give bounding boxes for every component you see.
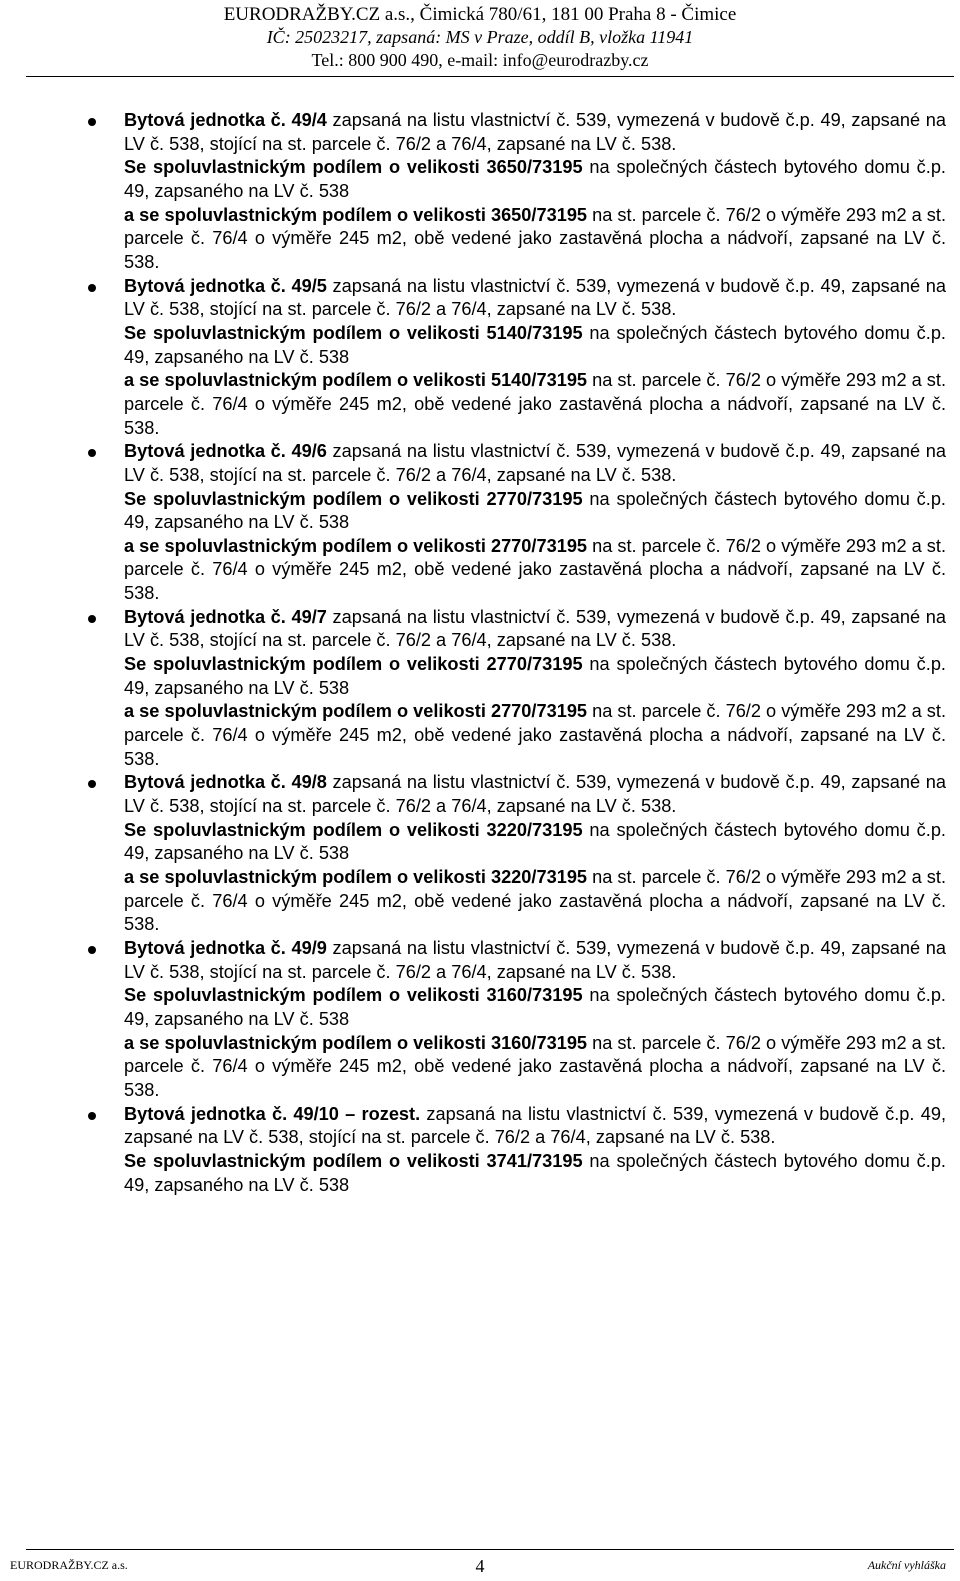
common-share-detail: na společných částech bytového domu č.p. 49, zapsaného na LV č. 538 xyxy=(124,985,946,1029)
unit-number: 49/10 – rozest. xyxy=(293,1103,421,1124)
unit-label: Bytová jednotka č. xyxy=(124,110,286,130)
common-share: Se spoluvlastnickým podílem o velikosti 2770/73195 xyxy=(124,488,583,509)
land-share: a se spoluvlastnickým podílem o velikosti 3650/73195 xyxy=(124,204,588,225)
bullet-icon xyxy=(88,284,96,292)
unit-list-item xyxy=(0,606,960,772)
letterhead-registration: IČ: 25023217, zapsaná: MS v Praze, oddíl B, vložka 11941 xyxy=(266,27,694,47)
common-share: Se spoluvlastnickým podílem o velikosti 3741/73195 xyxy=(124,1150,583,1171)
common-share: Se spoluvlastnickým podílem o velikosti 3220/73195 xyxy=(124,819,583,840)
unit-label: Bytová jednotka č. xyxy=(124,441,286,462)
common-share: Se spoluvlastnickým podílem o velikosti 2770/73195 xyxy=(124,654,583,675)
unit-number: 49/8 xyxy=(291,772,327,793)
land-share-detail: na st. parcele č. 76/2 o výměře 293 m2 a st. parcele č. 76/4 o výměře 245 m2, obě vedené jako zastavěná plocha a nádvoří, zapsané na LV č. 538. xyxy=(124,1032,947,1100)
common-share-detail: na společných částech bytového domu č.p. 49, zapsaného na LV č. 538 xyxy=(124,819,946,864)
bullet-icon xyxy=(88,118,96,126)
unit-label: Bytová jednotka č. xyxy=(124,606,286,627)
land-share-detail: na st. parcele č. 76/2 o výměře 293 m2 a st. parcele č. 76/4 o výměře 245 m2, obě vedené jako zastavěná plocha a nádvoří, zapsané na LV č. 538. xyxy=(124,204,947,272)
letterhead xyxy=(0,0,960,72)
bullet-icon xyxy=(88,780,96,788)
unit-list xyxy=(0,109,960,1197)
unit-description: zapsaná na listu vlastnictví č. 539, vymezená v budově č.p. 49, zapsané na LV č. 538, stojící na st. parcele č. 76/2 a 76/4, zapsané na LV č. 538. xyxy=(124,937,946,982)
land-share-detail: na st. parcele č. 76/2 o výměře 293 m2 a st. parcele č. 76/4 o výměře 245 m2, obě vedené jako zastavěná plocha a nádvoří, zapsané na LV č. 538. xyxy=(124,535,947,604)
unit-label: Bytová jednotka č. xyxy=(124,937,286,958)
bullet-icon xyxy=(88,615,96,623)
footer-document-title: Aukční vyhláška xyxy=(867,1558,946,1572)
common-share-detail: na společných částech bytového domu č.p. 49, zapsaného na LV č. 538 xyxy=(124,488,946,533)
unit-number: 49/5 xyxy=(291,275,327,296)
unit-list-item xyxy=(0,1103,960,1198)
common-share: Se spoluvlastnickým podílem o velikosti 5140/73195 xyxy=(124,322,583,343)
land-share: a se spoluvlastnickým podílem o velikosti 3160/73195 xyxy=(124,1032,588,1053)
common-share-detail: na společných částech bytového domu č.p. 49, zapsaného na LV č. 538 xyxy=(124,1150,946,1195)
letterhead-contact: Tel.: 800 900 490, e-mail: info@eurodrazby.cz xyxy=(311,50,649,70)
bullet-icon xyxy=(88,946,96,954)
unit-description: zapsaná na listu vlastnictví č. 539, vymezená v budově č.p. 49, zapsané na LV č. 538, stojící na st. parcele č. 76/2 a 76/4, zapsané na LV č. 538. xyxy=(124,110,946,154)
unit-description: zapsaná na listu vlastnictví č. 539, vymezená v budově č.p. 49, zapsané na LV č. 538, stojící na st. parcele č. 76/2 a 76/4, zapsané na LV č. 538. xyxy=(124,441,946,485)
bullet-icon xyxy=(88,449,96,457)
unit-list-item xyxy=(0,440,960,606)
land-share: a se spoluvlastnickým podílem o velikosti 2770/73195 xyxy=(124,701,588,722)
footer-company: EURODRAŽBY.CZ a.s. xyxy=(10,1558,128,1572)
common-share-detail: na společných částech bytového domu č.p. 49, zapsaného na LV č. 538 xyxy=(124,157,946,201)
unit-list-item xyxy=(0,275,960,441)
common-share-detail: na společných částech bytového domu č.p. 49, zapsaného na LV č. 538 xyxy=(124,654,946,698)
unit-number: 49/6 xyxy=(291,441,327,462)
land-share-detail: na st. parcele č. 76/2 o výměře 293 m2 a st. parcele č. 76/4 o výměře 245 m2, obě vedené jako zastavěná plocha a nádvoří, zapsané na LV č. 538. xyxy=(124,701,947,769)
land-share-detail: na st. parcele č. 76/2 o výměře 293 m2 a st. parcele č. 76/4 o výměře 245 m2, obě vedené jako zastavěná plocha a nádvoří, zapsané na LV č. 538. xyxy=(124,867,947,935)
unit-label: Bytová jednotka č. xyxy=(124,1103,288,1124)
land-share: a se spoluvlastnickým podílem o velikosti 5140/73195 xyxy=(124,370,588,391)
unit-list-item xyxy=(0,771,960,937)
unit-number: 49/4 xyxy=(291,110,327,130)
unit-number: 49/9 xyxy=(291,937,327,958)
bullet-icon xyxy=(88,1112,96,1120)
unit-description: zapsaná na listu vlastnictví č. 539, vymezená v budově č.p. 49, zapsané na LV č. 538, stojící na st. parcele č. 76/2 a 76/4, zapsané na LV č. 538. xyxy=(124,275,946,320)
common-share: Se spoluvlastnickým podílem o velikosti 3160/73195 xyxy=(124,985,583,1006)
unit-number: 49/7 xyxy=(291,606,327,627)
unit-label: Bytová jednotka č. xyxy=(124,275,286,296)
unit-list-item xyxy=(0,109,960,275)
page-footer xyxy=(0,1550,960,1580)
unit-label: Bytová jednotka č. xyxy=(124,772,286,793)
unit-description: zapsaná na listu vlastnictví č. 539, vymezená v budově č.p. 49, zapsané na LV č. 538, stojící na st. parcele č. 76/2 a 76/4, zapsané na LV č. 538. xyxy=(124,1103,947,1148)
document-body xyxy=(0,109,960,1197)
land-share: a se spoluvlastnickým podílem o velikosti 3220/73195 xyxy=(124,867,588,887)
common-share-detail: na společných částech bytového domu č.p. 49, zapsaného na LV č. 538 xyxy=(124,322,946,367)
unit-description: zapsaná na listu vlastnictví č. 539, vymezená v budově č.p. 49, zapsané na LV č. 538, stojící na st. parcele č. 76/2 a 76/4, zapsané na LV č. 538. xyxy=(124,606,946,651)
page-number: 4 xyxy=(475,1556,485,1576)
common-share: Se spoluvlastnickým podílem o velikosti 3650/73195 xyxy=(124,157,583,178)
header-divider xyxy=(26,76,954,77)
unit-list-item xyxy=(0,937,960,1103)
letterhead-company-address: EURODRAŽBY.CZ a.s., Čimická 780/61, 181 00 Praha 8 - Čimice xyxy=(223,4,737,25)
land-share-detail: na st. parcele č. 76/2 o výměře 293 m2 a st. parcele č. 76/4 o výměře 245 m2, obě vedené jako zastavěná plocha a nádvoří, zapsané na LV č. 538. xyxy=(124,370,947,438)
land-share: a se spoluvlastnickým podílem o velikosti 2770/73195 xyxy=(124,535,588,556)
unit-description: zapsaná na listu vlastnictví č. 539, vymezená v budově č.p. 49, zapsané na LV č. 538, stojící na st. parcele č. 76/2 a 76/4, zapsané na LV č. 538. xyxy=(124,772,946,817)
